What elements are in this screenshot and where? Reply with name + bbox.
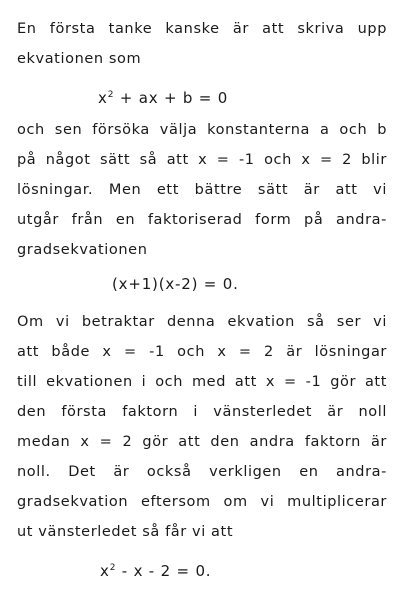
equation-exponent: 2 [107,90,115,100]
text-line: ut vänsterledet så får vi att [17,524,234,540]
text-line: Om vi betraktar denna ekvation så ser vi [17,314,387,330]
text-line: gradsekvation eftersom om vi multiplicerar [17,494,387,510]
text-line: En första tanke kanske är att skriva upp [17,21,387,37]
text-line: utgår från en faktoriserad form på andra- [17,212,387,228]
text-line: att både x = -1 och x = 2 är lösningar [17,344,387,360]
text-line: till ekvationen i och med att x = -1 gör att [17,374,387,390]
text-line: gradsekvationen [17,242,148,258]
equation-base: x [98,89,108,107]
equation-quadratic-general [98,86,228,107]
equation-exponent: 2 [109,563,117,573]
equation-rest: + ax + b = 0 [114,89,229,107]
text-line: medan x = 2 gör att den andra faktorn är [17,434,387,450]
text-line: noll. Det är också verkligen en andra- [17,464,387,480]
text-line: ekvationen som [17,51,142,67]
text-line: den första faktorn i vänsterledet är noll [17,404,387,420]
text-line: lösningar. Men ett bättre sätt är att vi [17,182,387,198]
equation-base: x [100,562,110,580]
equation-expanded [100,559,211,580]
text-line: och sen försöka välja konstanterna a och b [17,122,387,138]
equation-rest: - x - 2 = 0. [116,562,212,580]
equation-factored: (x+1)(x-2) = 0. [112,275,239,293]
text-line: på något sätt så att x = -1 och x = 2 blir [17,152,387,168]
